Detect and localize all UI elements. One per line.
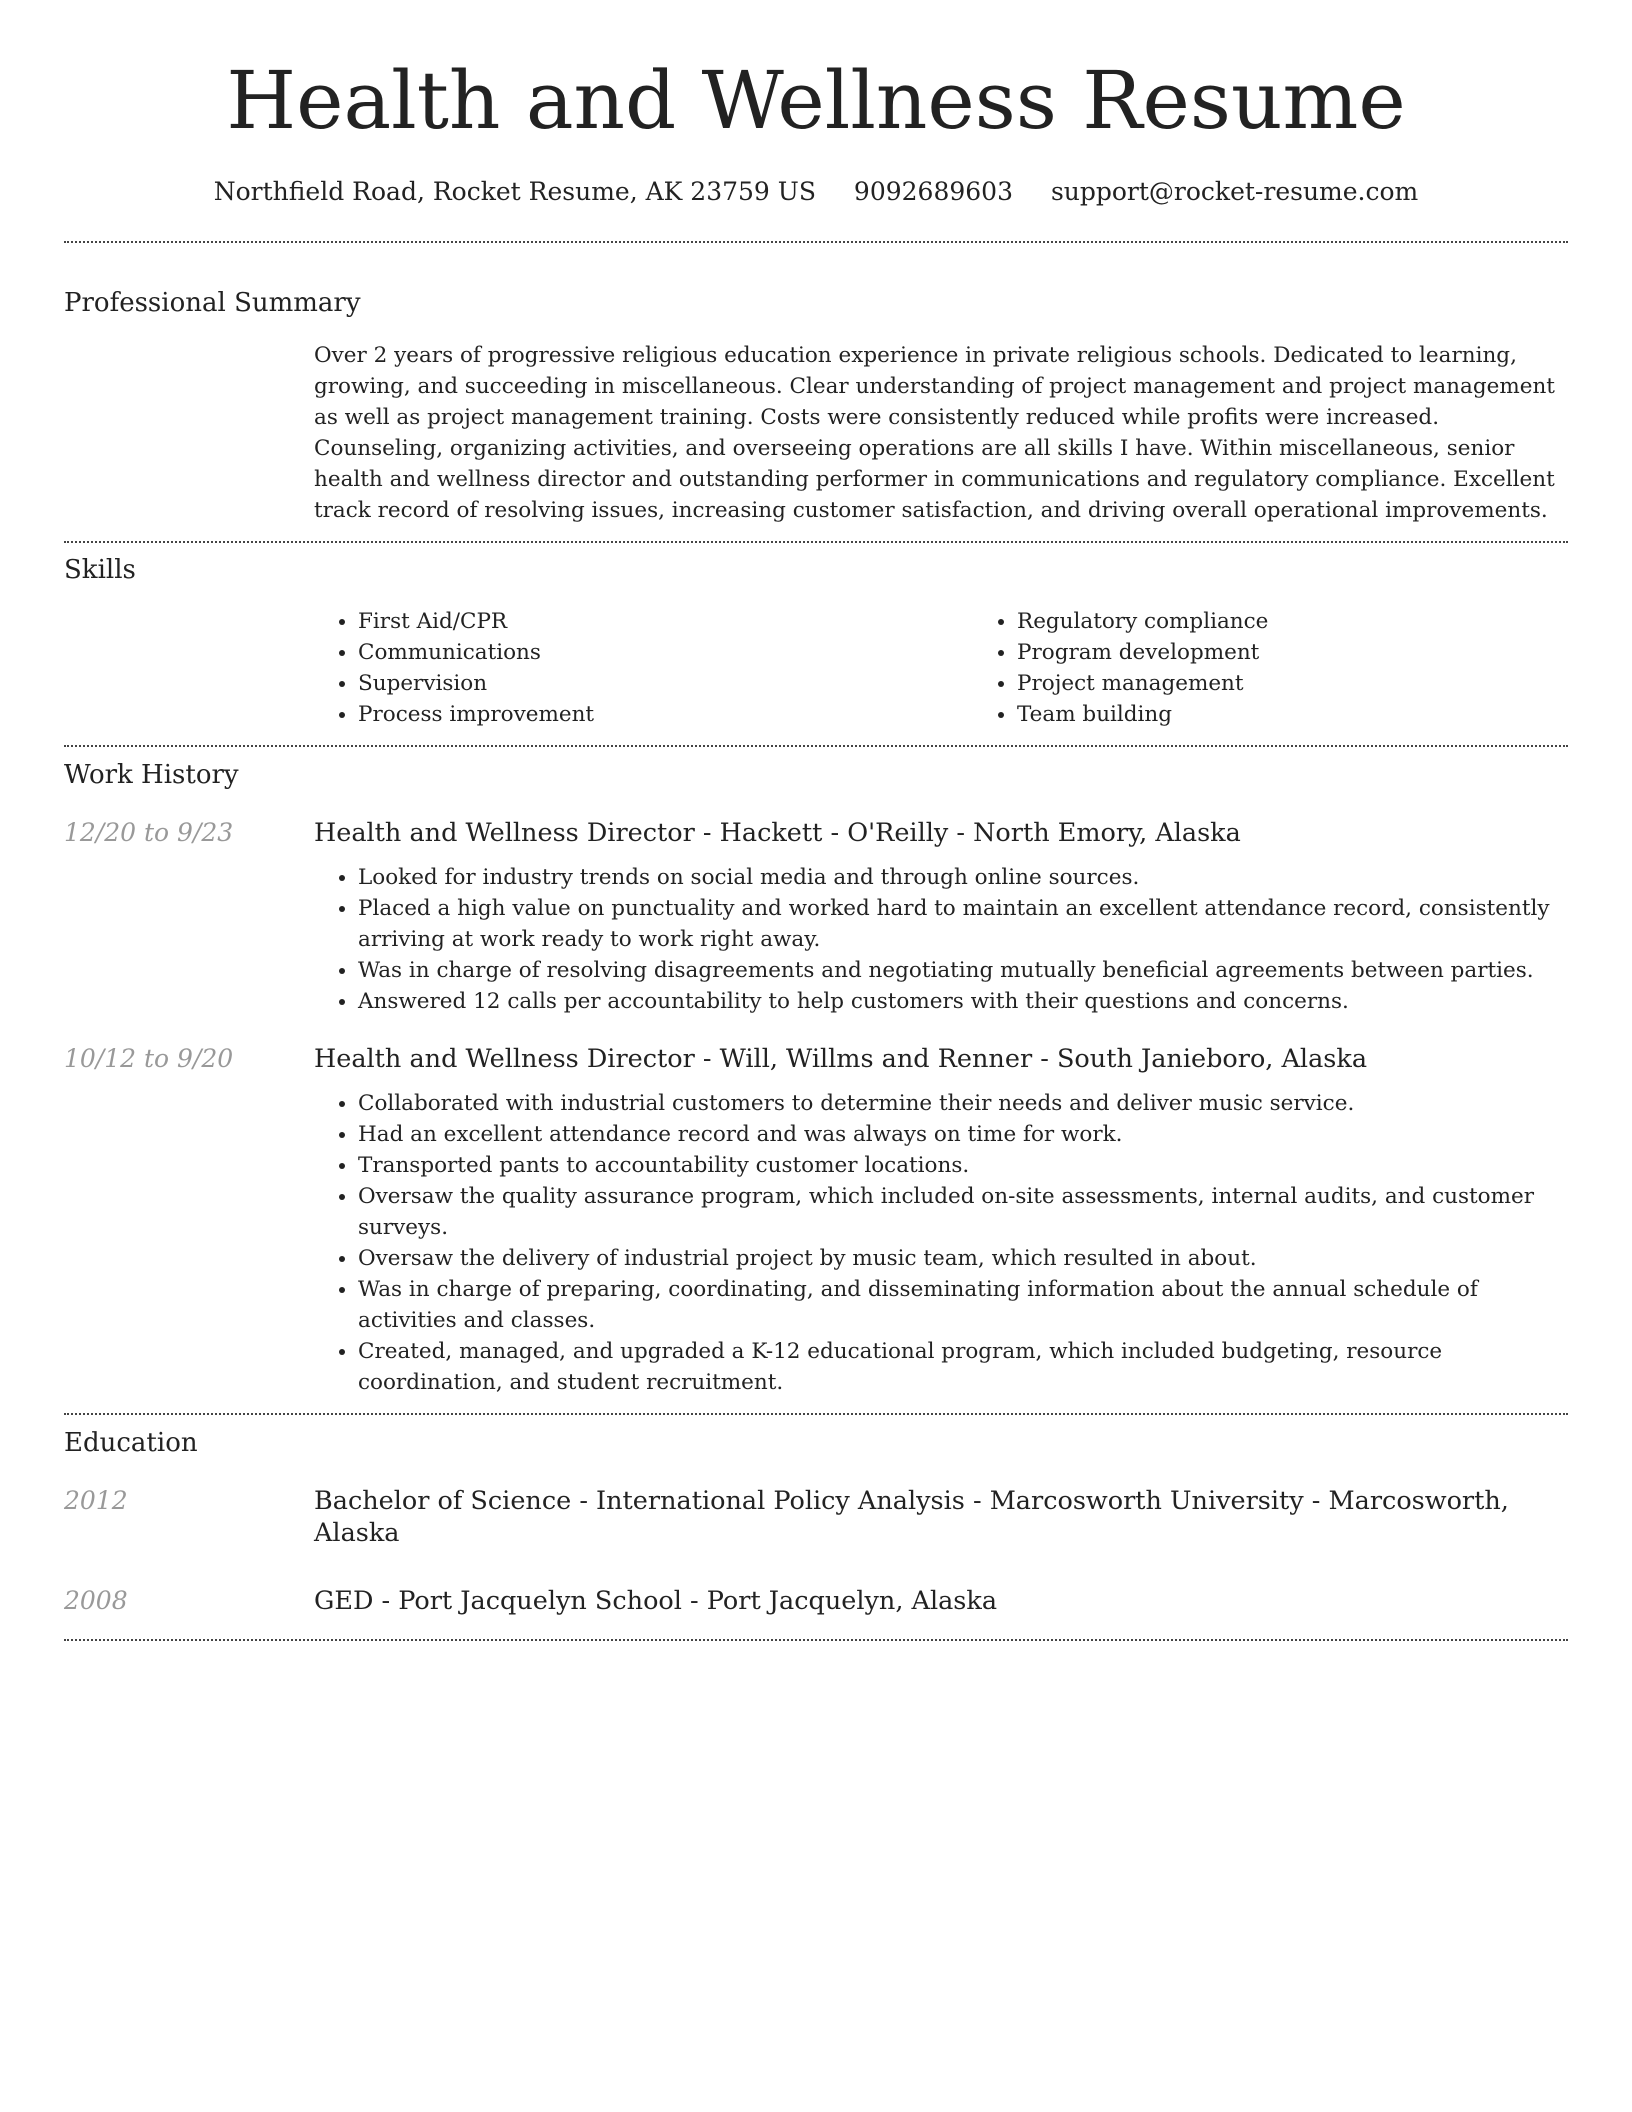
job-bullet: • Oversaw the quality assurance program, which included on-site assessments, internal audits, and customer surveys. (358, 1181, 1568, 1243)
job-bullet: • Oversaw the delivery of industrial project by music team, which resulted in about. (358, 1243, 1568, 1274)
skills-list-left (314, 606, 973, 730)
job-bullet: • Looked for industry trends on social media and through online sources. (358, 862, 1568, 893)
skill-item: • Program development (1017, 637, 1632, 668)
resume-title: Health and Wellness Resume (226, 54, 1406, 147)
job-bullets (314, 1088, 1568, 1398)
job-bullet: • Answered 12 calls per accountability to help customers with their questions and concerns. (358, 986, 1568, 1017)
education-text: Bachelor of Science - International Policy Analysis - Marcosworth University - Marcosworth, Alaska (314, 1486, 1509, 1548)
work-section (64, 759, 1568, 1398)
contact-phone: 9092689603 (853, 177, 1013, 206)
skill-item: • Supervision (358, 668, 973, 699)
skills-list-right (973, 606, 1632, 730)
skill-item: • Team building (1017, 699, 1632, 730)
job-bullet: • Transported pants to accountability customer locations. (358, 1150, 1568, 1181)
contact-address: Northfield Road, Rocket Resume, AK 23759 US (213, 177, 816, 206)
summary-heading: Professional Summary (64, 288, 361, 318)
education-year: 2012 (64, 1486, 128, 1515)
work-heading: Work History (64, 760, 239, 790)
job-bullet: • Had an excellent attendance record and was always on time for work. (358, 1119, 1568, 1150)
skill-item: • First Aid/CPR (358, 606, 973, 637)
education-heading: Education (64, 1428, 198, 1458)
resume-page (64, 0, 1568, 1641)
divider (64, 541, 1568, 543)
job-entry (64, 817, 1568, 1017)
skill-item: • Regulatory compliance (1017, 606, 1632, 637)
job-title: Health and Wellness Director - Will, Willms and Renner - South Janieboro, Alaska (314, 1044, 1368, 1074)
skill-item: • Communications (358, 637, 973, 668)
job-entry (64, 1043, 1568, 1398)
contact-email: support@rocket-resume.com (1050, 177, 1419, 206)
skills-heading: Skills (64, 555, 136, 585)
skill-item: • Process improvement (358, 699, 973, 730)
divider (64, 241, 1568, 243)
job-bullet: • Placed a high value on punctuality and worked hard to maintain an excellent attendance record, consistently arriving at work ready to work right away. (358, 893, 1568, 955)
job-bullet: • Collaborated with industrial customers to determine their needs and deliver music service. (358, 1088, 1568, 1119)
job-bullet: • Created, managed, and upgraded a K-12 educational program, which included budgeting, resource coordination, and student recruitment. (358, 1336, 1568, 1398)
contact-line (64, 176, 1568, 208)
education-entry (64, 1585, 1568, 1617)
job-dates: 12/20 to 9/23 (64, 818, 234, 847)
divider (64, 1413, 1568, 1415)
job-dates: 10/12 to 9/20 (64, 1044, 234, 1073)
skills-section (64, 554, 1568, 730)
divider (64, 745, 1568, 747)
skill-item: • Project management (1017, 668, 1632, 699)
education-section (64, 1427, 1568, 1617)
education-entry (64, 1485, 1568, 1549)
job-bullet: • Was in charge of preparing, coordinating, and disseminating information about the annual schedule of activities and classes. (358, 1274, 1568, 1336)
summary-section (64, 287, 1568, 526)
education-year: 2008 (64, 1586, 128, 1615)
job-title: Health and Wellness Director - Hackett - O'Reilly - North Emory, Alaska (314, 818, 1241, 848)
summary-text: Over 2 years of progressive religious education experience in private religious schools. Dedicated to learning, growing, and succeeding in miscellaneous. Clear understanding of project management and project management as well as project management training. Costs were consistently reduced while profits were increased. Counseling, organizing activities, and overseeing operations are all skills I have. Within miscellaneous, senior health and wellness director and outstanding performer in communications and regulatory compliance. Excellent track record of resolving issues, increasing customer satisfaction, and driving overall operational improvements. (314, 343, 1555, 523)
job-bullet: • Was in charge of resolving disagreements and negotiating mutually beneficial agreements between parties. (358, 955, 1568, 986)
job-bullets (314, 862, 1568, 1017)
education-text: GED - Port Jacquelyn School - Port Jacquelyn, Alaska (314, 1586, 998, 1616)
divider (64, 1639, 1568, 1641)
